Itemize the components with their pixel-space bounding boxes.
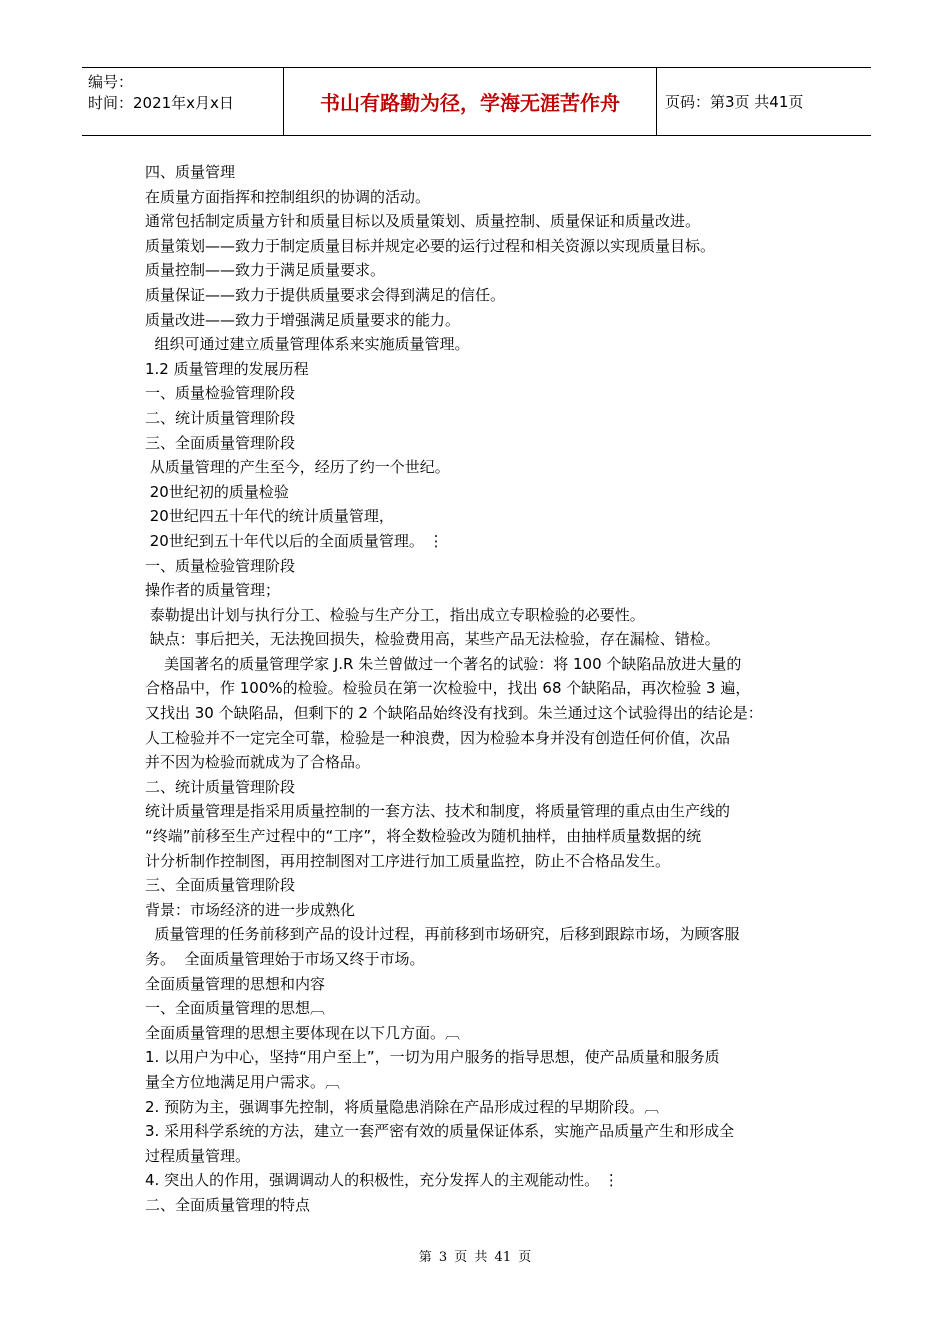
text-line: 泰勒提出计划与执行分工、检验与生产分工，指出成立专职检验的必要性。	[145, 605, 645, 624]
text-line: 全面质量管理的思想主要体现在以下几方面。︹	[145, 1023, 461, 1042]
text-line: 务。 全面质量管理始于市场又终于市场。	[145, 950, 425, 968]
text-line: 20世纪到五十年代以后的全面质量管理。 ⋮	[145, 531, 444, 550]
text-line: 组织可通过建立质量管理体系来实施质量管理。	[145, 335, 470, 354]
text-line: 2. 预防为主，强调事先控制，将质量隐患消除在产品形成过程的早期阶段。︹	[145, 1097, 660, 1116]
text-line: 量全方位地满足用户需求。︹	[145, 1072, 341, 1091]
motto: 书山有路勤为径，学海无涯苦作舟	[284, 68, 657, 135]
text-line: 操作者的质量管理；	[145, 581, 281, 600]
text-line: 二、全面质量管理的特点	[145, 1195, 311, 1214]
text-line: 计分析制作控制图，再用控制图对工序进行加工质量监控，防止不合格品发生。	[145, 851, 671, 870]
text-line: 二、统计质量管理阶段	[145, 777, 296, 796]
page-footer: 第 3 页 共 41 页	[418, 1250, 532, 1265]
text-line: 一、质量检验管理阶段	[145, 556, 296, 575]
page-info: 页码：第3页 共41页	[665, 93, 804, 111]
text-line: 三、全面质量管理阶段	[145, 876, 296, 895]
text-line: 一、质量检验管理阶段	[145, 384, 296, 403]
text-line: 质量管理的任务前移到产品的设计过程，再前移到市场研究，后移到跟踪市场，为顾客服	[145, 925, 740, 944]
text-line: 并不因为检验而就成为了合格品。	[145, 753, 371, 772]
text-line: 20世纪四五十年代的统计质量管理，	[145, 507, 394, 526]
header-table	[82, 67, 871, 136]
text-line: 一、全面质量管理的思想︹	[145, 999, 326, 1018]
text-line: 质量控制——致力于满足质量要求。	[145, 261, 386, 280]
text-line: 1.2 质量管理的发展历程	[145, 359, 309, 378]
text-line: 质量改进——致力于增强满足质量要求的能力。	[145, 310, 461, 329]
text-line: 在质量方面指挥和控制组织的协调的活动。	[145, 187, 431, 206]
text-line: 三、全面质量管理阶段	[145, 433, 296, 452]
text-line: 1. 以用户为中心，坚持“用户至上”，一切为用户服务的指导思想，使产品质量和服务质	[145, 1048, 720, 1067]
number-label: 编号：	[88, 73, 134, 91]
text-line: 四、质量管理	[145, 163, 236, 181]
header-left-cell	[82, 68, 284, 135]
text-line: 从质量管理的产生至今，经历了约一个世纪。	[145, 458, 450, 477]
text-line: 全面质量管理的思想和内容	[145, 974, 326, 993]
text-line: 又找出 30 个缺陷品，但剩下的 2 个缺陷品始终没有找到。朱兰通过这个试验得出的结论是：	[145, 704, 763, 723]
text-line: 通常包括制定质量方针和质量目标以及质量策划、质量控制、质量保证和质量改进。	[145, 212, 701, 231]
text-line: “终端”前移至生产过程中的“工序”，将全数检验改为随机抽样，由抽样质量数据的统	[145, 827, 702, 846]
text-line: 背景：市场经济的进一步成熟化	[145, 900, 356, 919]
text-line: 3. 采用科学系统的方法，建立一套严密有效的质量保证体系，实施产品质量产生和形成全	[145, 1122, 735, 1141]
text-line: 20世纪初的质量检验	[145, 482, 289, 501]
text-line: 统计质量管理是指采用质量控制的一套方法、技术和制度，将质量管理的重点由生产线的	[145, 802, 731, 821]
text-line: 质量保证——致力于提供质量要求会得到满足的信任。	[145, 285, 506, 304]
text-line: 缺点：事后把关，无法挽回损失，检验费用高，某些产品无法检验，存在漏检、错检。	[145, 630, 720, 649]
text-line: 合格品中，作 100%的检验。检验员在第一次检验中，找出 68 个缺陷品，再次检验 3 遍，	[145, 679, 751, 698]
text-line: 二、统计质量管理阶段	[145, 408, 296, 427]
text-line: 人工检验并不一定完全可靠，检验是一种浪费，因为检验本身并没有创造任何价值，次品	[145, 728, 731, 747]
text-line: 质量策划——致力于制定质量目标并规定必要的运行过程和相关资源以实现质量目标。	[145, 236, 716, 255]
document-body	[145, 160, 813, 1218]
text-line: 4. 突出人的作用，强调调动人的积极性，充分发挥人的主观能动性。 ⋮	[145, 1171, 619, 1190]
time-label: 时间：2021年x月x日	[88, 94, 234, 112]
text-line: 过程质量管理。	[145, 1146, 251, 1165]
text-line: 美国著名的质量管理学家 J.R 朱兰曾做过一个著名的试验：将 100 个缺陷品放进大量的	[145, 654, 742, 673]
